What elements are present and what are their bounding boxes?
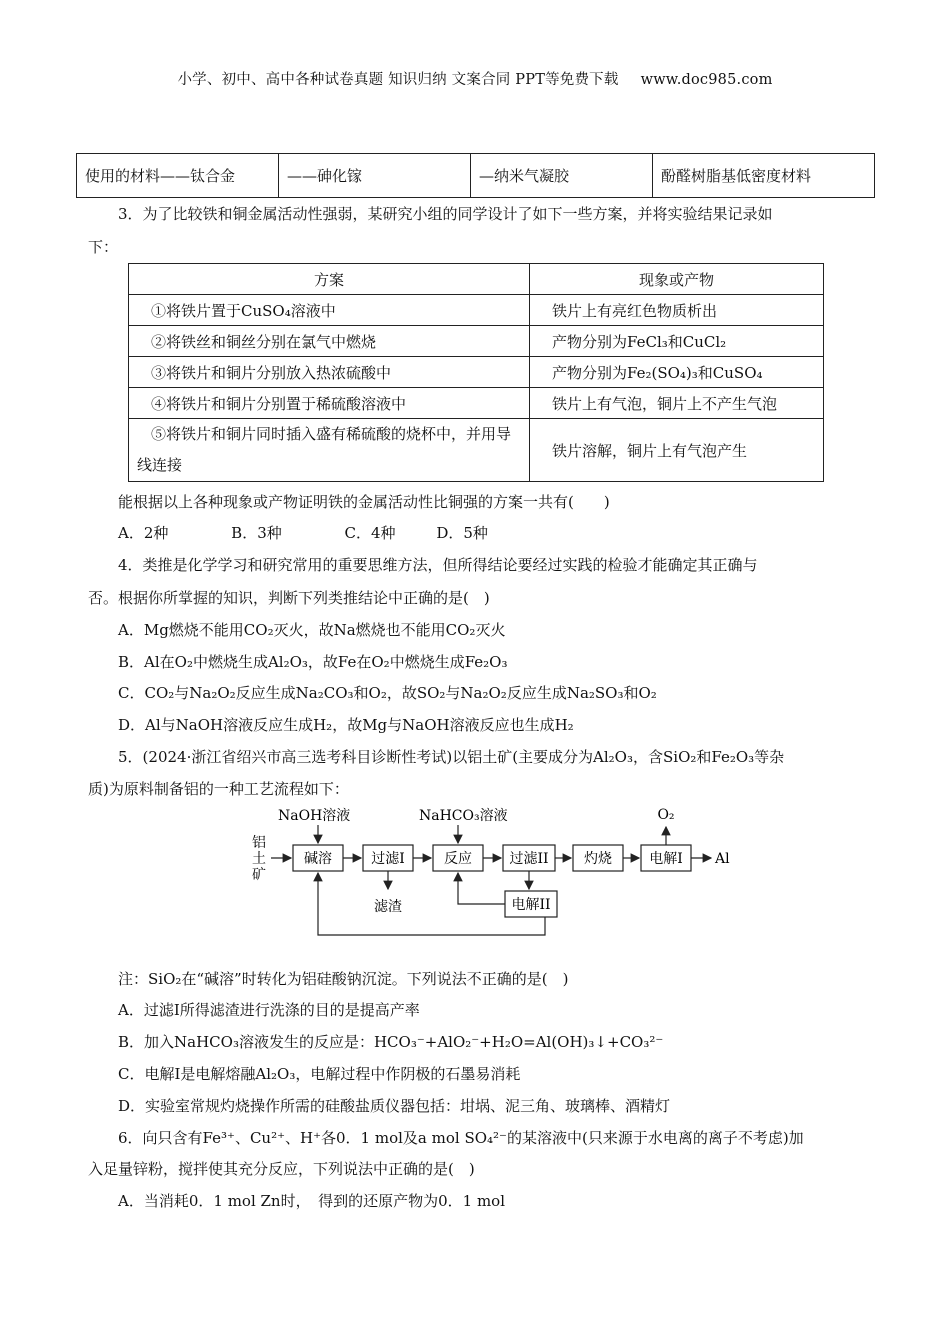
q5-option-b: B．加入NaHCO₃溶液发生的反应是：HCO₃⁻+AlO₂⁻+H₂O=Al(OH)₃↓+CO₃²⁻ (118, 1033, 664, 1051)
q3-result-1: 铁片上有亮红色物质析出 (530, 295, 824, 326)
q3-plan-2: ②将铁丝和铜丝分别在氯气中燃烧 (129, 326, 530, 357)
q3-options (118, 522, 488, 544)
step-label-7: 电解II (511, 897, 551, 913)
reagent-naoh: NaOH溶液 (278, 808, 351, 824)
q4-option-d: D．Al与NaOH溶液反应生成H₂，故Mg与NaOH溶液反应也生成H₂ (118, 716, 574, 734)
q4-option-c: C．CO₂与Na₂O₂反应生成Na₂CO₃和O₂，故SO₂与Na₂O₂反应生成Na₂SO₃和O₂ (118, 684, 657, 702)
reagent-nahco3: NaHCO₃溶液 (419, 808, 508, 824)
top-cell-1: 使用的材料——钛合金 (77, 154, 279, 198)
q3-stem-1: 3．为了比较铁和铜金属活动性强弱，某研究小组的同学设计了如下一些方案，并将实验结果记录如 (118, 205, 773, 223)
flow-raw-3: 矿 (252, 867, 266, 883)
q3-stem-2: 下： (88, 238, 119, 256)
q3-result-4: 铁片上有气泡，铜片上不产生气泡 (530, 388, 824, 419)
process-flow-diagram (245, 803, 745, 943)
q6-stem-2: 入足量锌粉，搅拌使其充分反应，下列说法中正确的是( ) (88, 1160, 475, 1178)
q3-header-plan: 方案 (129, 264, 530, 295)
top-cell-2: ——砷化镓 (279, 154, 471, 198)
q3-option-b: B．3种 (231, 524, 282, 542)
o2-label: O₂ (657, 807, 675, 823)
q3-option-a: A．2种 (118, 524, 169, 542)
step-label-1: 碱溶 (304, 851, 332, 867)
residue-label: 滤渣 (374, 899, 402, 915)
q5-stem-2: 质)为原料制备铝的一种工艺流程如下： (88, 780, 349, 798)
q4-stem-2: 否。根据你所掌握的知识，判断下列类推结论中正确的是( ) (88, 589, 490, 607)
q4-option-b: B．Al在O₂中燃烧生成Al₂O₃，故Fe在O₂中燃烧生成Fe₂O₃ (118, 653, 508, 671)
q5-option-d: D．实验室常规灼烧操作所需的硅酸盐质仪器包括：坩埚、泥三角、玻璃棒、酒精灯 (118, 1097, 671, 1115)
q3-result-5: 铁片溶解，铜片上有气泡产生 (530, 419, 824, 482)
q3-plan-1: ①将铁片置于CuSO₄溶液中 (129, 295, 530, 326)
top-cell-4: 酚醛树脂基低密度材料 (653, 154, 875, 198)
q3-plan-3: ③将铁片和铜片分别放入热浓硫酸中 (129, 357, 530, 388)
step-label-3: 反应 (444, 851, 472, 867)
table-row (129, 326, 824, 357)
step-label-4: 过滤II (509, 851, 549, 867)
q5-stem-1: 5．(2024·浙江省绍兴市高三选考科目诊断性考试)以铝土矿(主要成分为Al₂O₃，含SiO₂和Fe₂O₃等杂 (118, 748, 785, 766)
header-text: 小学、初中、高中各种试卷真题 知识归纳 文案合同 PPT等免费下载 (177, 72, 619, 88)
step-label-6: 电解I (649, 851, 683, 867)
flow-raw-1: 铝 (252, 835, 266, 851)
q3-plan-5: ⑤将铁片和铜片同时插入盛有稀硫酸的烧杯中，并用导线连接 (129, 419, 530, 482)
table-row (129, 295, 824, 326)
q3-option-d: D．5种 (436, 524, 488, 542)
page-header (0, 68, 950, 89)
table-row (129, 357, 824, 388)
q3-result-3: 产物分别为Fe₂(SO₄)₃和CuSO₄ (530, 357, 824, 388)
product-al: Al (715, 851, 730, 867)
q4-option-a: A．Mg燃烧不能用CO₂灭火，故Na燃烧也不能用CO₂灭火 (118, 621, 506, 639)
q5-option-c: C．电解Ⅰ是电解熔融Al₂O₃，电解过程中作阴极的石墨易消耗 (118, 1065, 521, 1083)
table-row (129, 388, 824, 419)
flow-raw-2: 土 (252, 851, 266, 867)
q6-stem-1: 6．向只含有Fe³⁺、Cu²⁺、H⁺各0．1 mol及a mol SO₄²⁻的某溶液中(只来源于水电离的离子不考虑)加 (118, 1129, 804, 1147)
q3-result-2: 产物分别为FeCl₃和CuCl₂ (530, 326, 824, 357)
q5-option-a: A．过滤Ⅰ所得滤渣进行洗涤的目的是提高产率 (118, 1001, 420, 1019)
q3-table (128, 263, 824, 482)
q3-question: 能根据以上各种现象或产物证明铁的金属活动性比铜强的方案一共有( ) (118, 493, 610, 511)
top-table (76, 153, 875, 198)
step-label-5: 灼烧 (584, 851, 612, 867)
step-label-2: 过滤I (371, 851, 405, 867)
q3-header-result: 现象或产物 (530, 264, 824, 295)
q6-option-a: A．当消耗0．1 mol Zn时， 得到的还原产物为0．1 mol (118, 1192, 505, 1210)
q5-note: 注：SiO₂在“碱溶”时转化为铝硅酸钠沉淀。下列说法不正确的是( ) (118, 970, 569, 988)
table-row (129, 419, 824, 482)
q4-stem-1: 4．类推是化学学习和研究常用的重要思维方法，但所得结论要经过实践的检验才能确定其正确与 (118, 556, 758, 574)
q3-plan-4: ④将铁片和铜片分别置于稀硫酸溶液中 (129, 388, 530, 419)
top-cell-3: —纳米气凝胶 (471, 154, 653, 198)
q3-option-c: C．4种 (344, 524, 396, 542)
header-url[interactable]: www.doc985.com (640, 72, 773, 88)
